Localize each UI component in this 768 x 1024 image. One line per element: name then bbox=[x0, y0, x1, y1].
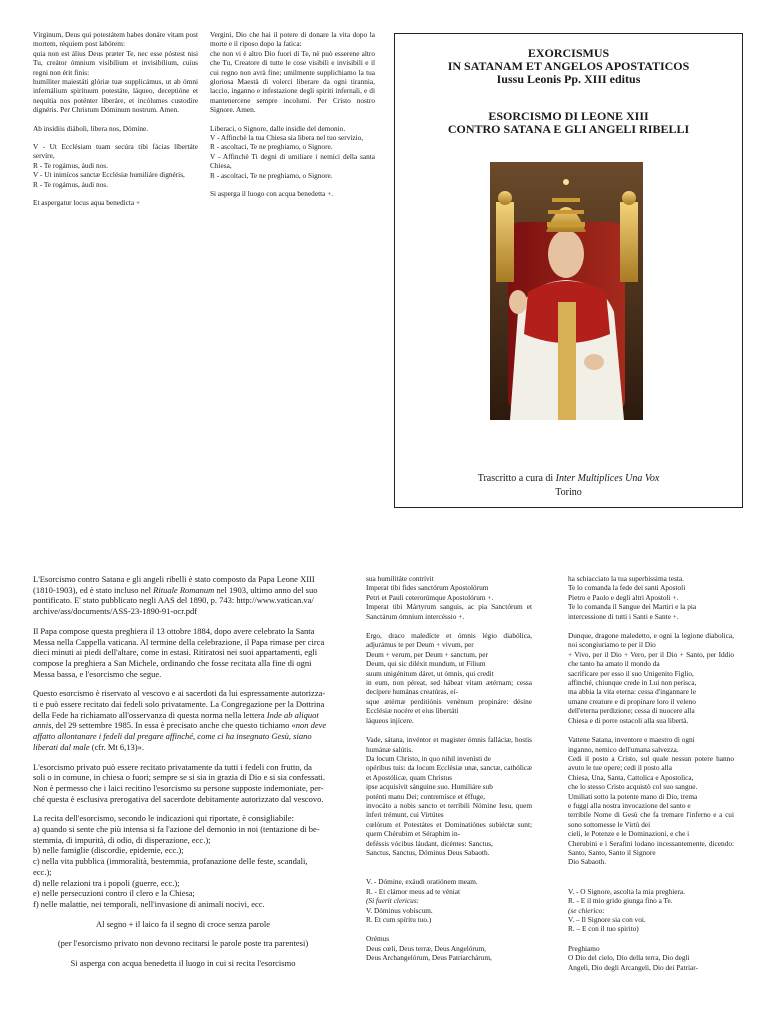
italian-title-line: ESORCISMO DI LEONE XIII bbox=[488, 109, 649, 123]
intro-line: dieci minuti ai piedi dell'altare, come in estasi. Ritiratosi nei suoi appartamenti, egli bbox=[33, 647, 318, 658]
latin-line: Deus Archangelórum, Deus Patriarchárum, bbox=[366, 953, 492, 963]
latin-line: deféssis vócibus láudant, dicéntes: Sanctus, bbox=[366, 838, 493, 848]
latin-versicle: V - Ut Ecclésiam tuam secúra tibi fácias líbertáte servíre, bbox=[33, 142, 198, 161]
latin-line: ipse acquisívit sánguine suo. Humiliáre sub bbox=[366, 782, 493, 792]
latin-oremus: Orémus bbox=[366, 934, 390, 944]
intro-line: stemmia, di impurità, di odio, di disperazione, ecc.); bbox=[33, 834, 211, 845]
portrait-illustration bbox=[490, 162, 643, 420]
latin-line: Deus cœli, Deus terræ, Deus Angelórum, bbox=[366, 943, 486, 953]
latin-title-line: EXORCISMUS bbox=[527, 46, 610, 60]
intro-line: f) nelle malattie, nei temporali, nell'invasione di animali nocivi, ecc. bbox=[33, 898, 265, 909]
italian-line: Angeli, Dio degli Arcangeli, Dio dei Patriar- bbox=[568, 962, 698, 972]
latin-ab-insidiis: Ab insídiis diáboli, líbera nos, Dómine. bbox=[33, 123, 149, 133]
latin-versicle: V. Dóminus vobíscum. bbox=[366, 905, 433, 915]
intro-line-text: (cfr. Mt 6,13)». bbox=[89, 741, 144, 752]
italian-chierico-italic: (se chierico: bbox=[568, 905, 605, 915]
intro-paragraph-5 bbox=[33, 813, 333, 909]
latin-subtitle: Iussu Leonis Pp. XIII editus bbox=[496, 72, 641, 86]
intro-line-text: (1810-1903), ed è stato incluso nel bbox=[33, 584, 154, 595]
latin-response: R. Et cum spíritu tuo.) bbox=[366, 915, 432, 924]
intro-line-italic: affatto allontanare i fedeli dal pregare affinché, come ci ha insegnato Gesù, siano bbox=[33, 731, 312, 742]
italian-prayer-line: Vergini, Dio che hai il potere di donare la vita dopo la morte e il riposo dopo la fatica: bbox=[210, 30, 375, 49]
latin-exorcism-column bbox=[366, 574, 532, 963]
latin-response: R - Te rogámus, áudi nos. bbox=[33, 160, 108, 170]
italian-aspersion: Si asperga il luogo con acqua benedetta +. bbox=[210, 189, 334, 199]
latin-prayer-line: humíliter maiestáti glóriæ tuæ supplicámus, ut ab ómni infernálium spirítuum potestáte, láqueo, deceptióne et nequítia nos poténter líberáre, et incólumes custodíre dignéris. Per Christum Dóminum nostrum. Amen. bbox=[33, 77, 198, 115]
intro-line: pontificato. E' stato pubblicato negli AAS del 1890, p. 743: http://www.vatican.va/ bbox=[33, 595, 314, 606]
italian-prayer-line: che non vi è altro Dio fuori di Te, nè può esserene altro che Tu, Creatore di tutte le cose visibili e invisibili e il cui regno non avrà fine; umilmente supplichiamo la tua gloriosa Maestà di volerci liberare da ogni tirannia, laccio, inganno e infestazione degli spiriti infernali, e di mantenercene sempre incolumi. Per Cristo nostro Signore. Amen. bbox=[210, 48, 375, 115]
intro-line: a) quando si sente che più intensa si fa l'azione del demonio in noi (tentazione di be- bbox=[33, 824, 320, 835]
intro-line: Messa bassa, e l'esorcismo che segue. bbox=[33, 668, 162, 679]
latin-line: suum unigénitum dáret, ut ómnis, qui credit bbox=[366, 668, 494, 678]
intro-line: L'Esorcismo contro Satana e gli angeli ribelli è stato composto da Papa Leone XIII bbox=[33, 574, 315, 584]
italian-versicle: V. - O Signore, ascolta la mia preghiera. bbox=[568, 886, 685, 896]
intro-paragraph-4 bbox=[33, 762, 333, 805]
italian-line: cieli, le Potenze e le Dominazioni, e che i bbox=[568, 829, 690, 839]
latin-line: láqueos injícere. bbox=[366, 715, 414, 725]
latin-versicle: V - Ut inimícos sanctæ Ecclésiæ humiliáre dignéris, bbox=[33, 170, 185, 180]
intro-line: ché questa è esclusiva prerogativa del sacerdote debitamente autorizzato dal vescovo. bbox=[33, 793, 324, 804]
latin-prayer-line: quia non est álius Deus præter Te, nec esse póstest nisi Tu, creátor ómnium visibílium et invisibílium, cuius regni non érit finis: bbox=[33, 48, 198, 77]
italian-line: + Vivo, per il Dio + Vero, per il Dio + Santo, per Iddio che tanto ha amato il mondo da bbox=[568, 649, 734, 669]
italian-line: Vattene Satana, inventore e maestro di ogni bbox=[568, 735, 695, 745]
latin-line: sua humilitáte contrívit bbox=[366, 574, 434, 583]
latin-prayer-line: Vírginum, Deus qui potestátem habes donáre vitam post mortem, réquiem post labórem: bbox=[33, 30, 198, 49]
latin-line: Deum + verum, per Deum + sanctum, per bbox=[366, 649, 488, 659]
italian-title-line: CONTRO SATANA E GLI ANGELI RIBELLI bbox=[447, 122, 690, 136]
intro-line: L'esorcismo privato può essere recitato privatamente da tutti i fedeli con frutto, da bbox=[33, 761, 312, 772]
italian-line: Te lo comanda la fede dei santi Apostoli bbox=[568, 583, 686, 593]
italian-line: Cedi il posto a Cristo, sul quale nessun potere hanno avuto le tue opere; cedi il posto alla bbox=[568, 753, 734, 773]
intro-line: La recita dell'esorcismo, secondo le indicazioni qui riportate, è consigliabile: bbox=[33, 813, 294, 824]
intro-line bbox=[33, 742, 333, 753]
intro-line-italic: Inde ab aliquot bbox=[266, 709, 319, 720]
latin-line: Sanctus, Sanctus, Dóminus Deus Sabaoth. bbox=[366, 847, 490, 857]
latin-clericus-italic: (Si fuerit clericus: bbox=[366, 896, 420, 906]
latin-line: Imperat tibi fides sanctórum Apostolórum bbox=[366, 583, 489, 593]
italian-response: R. – E con il tuo spirito) bbox=[568, 924, 639, 934]
intro-line-text: , del 29 settembre 1985. In essa è precisato anche che questo tichiamo « bbox=[51, 720, 296, 731]
italian-exorcism-column bbox=[568, 574, 734, 972]
italian-versicle: V - Affinchè la tua Chiesa sia libera nel tuo servizio, bbox=[210, 133, 364, 143]
italian-line: intercessione di tutti i Santi e Sante +. bbox=[568, 611, 679, 621]
italian-preghiamo: Preghiamo bbox=[568, 943, 600, 953]
latin-line: invocáto a nobis sancto et terríbili Nómine Iesu, quem ínferi trémunt, cui Virtútes bbox=[366, 800, 532, 820]
latin-line: Da locum Christo, in quo nihil invenísti de bbox=[366, 753, 491, 763]
italian-liberaci: Liberaci, o Signore, dalle insidie del demonio. bbox=[210, 123, 346, 133]
intro-line bbox=[33, 585, 333, 596]
pope-leo-xiii-portrait bbox=[490, 162, 643, 420]
intro-line: Il Papa compose questa preghiera il 13 ottobre 1884, dopo avere celebrato la Santa bbox=[33, 625, 315, 636]
parenthesis-note: (per l'esorcismo privato non devono recitarsi le parole poste tra parentesi) bbox=[57, 938, 309, 949]
italian-prayer-column bbox=[210, 30, 375, 199]
intro-paragraph-3 bbox=[33, 688, 333, 752]
italian-line: Chiesa, Una, Santa, Cattolica e Apostolica, bbox=[568, 772, 694, 782]
latin-line: poténti manu Dei; contremísce et éffuge, bbox=[366, 791, 486, 801]
intro-line: compose la preghiera a San Michele, ordinando che fosse recitata alla fine di ogni bbox=[33, 657, 312, 668]
credit-name: Inter Multiplices Una Vox bbox=[555, 473, 660, 484]
italian-line: Cherubini e i Serafini lodano incessantemente, dicendo: Santo, Santo, Santo il Signore bbox=[568, 838, 734, 857]
italian-line: dell'eterna perdizione; cessa di nuocere alla bbox=[568, 706, 695, 716]
italian-line: O Dio del cielo, Dio della terra, Dio degli bbox=[568, 953, 690, 963]
intro-line-text: nel 1903, ultimo anno del suo bbox=[214, 584, 318, 595]
intro-line: ti e può essere recitato dai fedeli solo privatamente. La Congregazione per la Dottrina bbox=[33, 699, 325, 710]
italian-line: Dio Sabaoth. bbox=[568, 857, 607, 867]
italian-line: Chiesa e di porre ostacoli alla sua libertà. bbox=[568, 715, 689, 725]
sign-of-cross-note: Al segno + il laico fa il segno di croce senza parole bbox=[95, 918, 271, 929]
latin-line: in eum, non péreat, sed hábeat vitam ætérnam; cessa decípere humánas creatúras, eí- bbox=[366, 678, 532, 697]
latin-aspersion: Et aspergatur locus aqua benedicta + bbox=[33, 198, 141, 208]
italian-line: ha schiacciato la tua superbissima testa. bbox=[568, 574, 684, 583]
italian-line: ma abbia la vita eterna: cessa d'ingannare le bbox=[568, 687, 696, 697]
italian-line: sacrificare per esso il suo Unigenito Figlio, bbox=[568, 668, 694, 678]
italian-line: Umiliati sotto la potente mano di Dio, trema bbox=[568, 791, 698, 801]
italian-line: terribile Nome di Gesù che fa tremare l'inferno e a cui sono sottomesse le Virtù dei bbox=[568, 810, 734, 829]
credit-prefix: Trascritto a cura di bbox=[477, 473, 556, 484]
italian-response: R - ascoltaci, Te ne preghiamo, o Signore. bbox=[210, 170, 333, 180]
italian-chierico-note bbox=[568, 906, 734, 915]
intro-line-italic: non deve bbox=[295, 720, 327, 731]
intro-line: c) nella vita pubblica (immoralità, bestemmia, profanazione delle feste, scandali, bbox=[33, 856, 308, 867]
intro-line: Questo esorcismo è riservato al vescovo e ai sacerdoti da lui espressamente autorizza- bbox=[33, 688, 326, 699]
italian-line: Te lo comanda il Sangue dei Martiri e la pia bbox=[568, 602, 697, 612]
latin-prayer-column bbox=[33, 30, 198, 208]
italian-versicle: V. – Il Signore sia con voi. bbox=[568, 915, 646, 924]
title-box bbox=[394, 33, 743, 508]
latin-title-line: IN SATANAM ET ANGELOS APOSTATICOS bbox=[447, 59, 690, 73]
intro-line: soli o in comune, in chiesa o fuori; sempre se si sia in grazia di Dio e si sia confessati. bbox=[33, 772, 326, 783]
intro-line-text: della Fede ha richiamato all'osservanza di questa norma nella lettera bbox=[33, 709, 267, 720]
intro-line: ecc.); bbox=[33, 866, 52, 877]
latin-response: R. - Et clámor meus ad te véniat bbox=[366, 886, 461, 896]
italian-line: e fuggi alla nostra invocazione del santo e bbox=[568, 800, 691, 810]
latin-line: sque ætérnæ perditiónis venénum propináre: désine Ecclésiæ nocére et eius libertáti bbox=[366, 696, 532, 716]
intro-line-italic: liberati dal male bbox=[33, 741, 90, 752]
intro-line: Messa nella Cappella vaticana. Al termine della celebrazione, il Papa rimase per circa bbox=[33, 636, 325, 647]
latin-line: Petri et Pauli ceterorúmque Apostolórum +. bbox=[366, 592, 494, 602]
latin-line: opéribus tuis: da locum Ecclésiæ unæ, sanctæ, cathólicæ et Apostólicæ, quam Christus bbox=[366, 763, 532, 782]
intro-paragraph-1 bbox=[33, 574, 333, 617]
intro-line-italic: Rituale Romanum bbox=[153, 584, 215, 595]
aspersion-note: Si asperga con acqua benedetta il luogo in cui si recita l'esorcismo bbox=[70, 958, 296, 969]
intro-text bbox=[33, 574, 333, 969]
italian-response: R - ascoltaci, Te ne preghiamo, o Signore. bbox=[210, 142, 333, 152]
italian-line: inganno, nemico dell'umana salvezza. bbox=[568, 744, 679, 754]
latin-line: Deum, qui sic diléxit mundum, ut Fílium bbox=[366, 659, 486, 669]
latin-line: Vade, sátana, invéntor et magister ómnis falláciæ, hostis humánæ salútis. bbox=[366, 735, 532, 754]
intro-line: b) nelle famiglie (discordie, epidemie, ecc.); bbox=[33, 845, 184, 856]
italian-line: affinché, chiunque crede in Lui non perisca, bbox=[568, 678, 697, 688]
latin-line: Ergo, draco maledícte et ómnis légio diabólica, adjurámus te per Deum + vivum, per bbox=[366, 631, 532, 650]
latin-clericus-note bbox=[366, 896, 532, 905]
intro-line: archive/ass/documents/ASS-23-1890-91-ocr.pdf bbox=[33, 606, 198, 617]
italian-line: Pietro e Paolo e degli altri Apostoli +. bbox=[568, 592, 679, 602]
intro-paragraph-2 bbox=[33, 626, 333, 680]
italian-response: R. - E il mio grido giunga fino a Te. bbox=[568, 896, 673, 906]
latin-line: cœlórum et Potestátes et Dominatiónes subiéctæ sunt; quem Chérubim et Séraphim in- bbox=[366, 819, 532, 839]
latin-response: R - Te rogámus, áudi nos. bbox=[33, 179, 108, 189]
credit-line bbox=[395, 473, 742, 485]
latin-versicle: V. - Dómine, exáudi oratiónem meam. bbox=[366, 877, 478, 887]
latin-line: Imperat tibi Mártyrum sanguis, ac pia Sanctórum et Sanctárum ómnium intercéssio +. bbox=[366, 602, 532, 621]
italian-versicle: V - Affinchè Ti degni di umiliare i nemici della santa Chiesa, bbox=[210, 151, 375, 171]
intro-line: e) nelle persecuzioni contro il clero e la Chiesa; bbox=[33, 888, 195, 899]
intro-line-italic: annis bbox=[33, 720, 52, 731]
italian-line: che lo stesso Cristo acquistò col suo sangue. bbox=[568, 782, 698, 792]
intro-line: d) nelle relazioni tra i popoli (guerre, ecc.); bbox=[33, 877, 180, 888]
city-line: Torino bbox=[555, 487, 582, 498]
intro-line bbox=[33, 710, 333, 721]
intro-line: Non è permesso che i laici recitino l'esorcismo su persone supposte indemoniate, per- bbox=[33, 782, 324, 793]
italian-line: Dunque, dragone maledetto, e ogni la legione diabolica, noi scongiuriamo te per il Dio bbox=[568, 631, 734, 650]
italian-line: umane creature e di propinare loro il veleno bbox=[568, 696, 696, 706]
intro-line bbox=[33, 731, 333, 742]
intro-line bbox=[33, 720, 333, 731]
